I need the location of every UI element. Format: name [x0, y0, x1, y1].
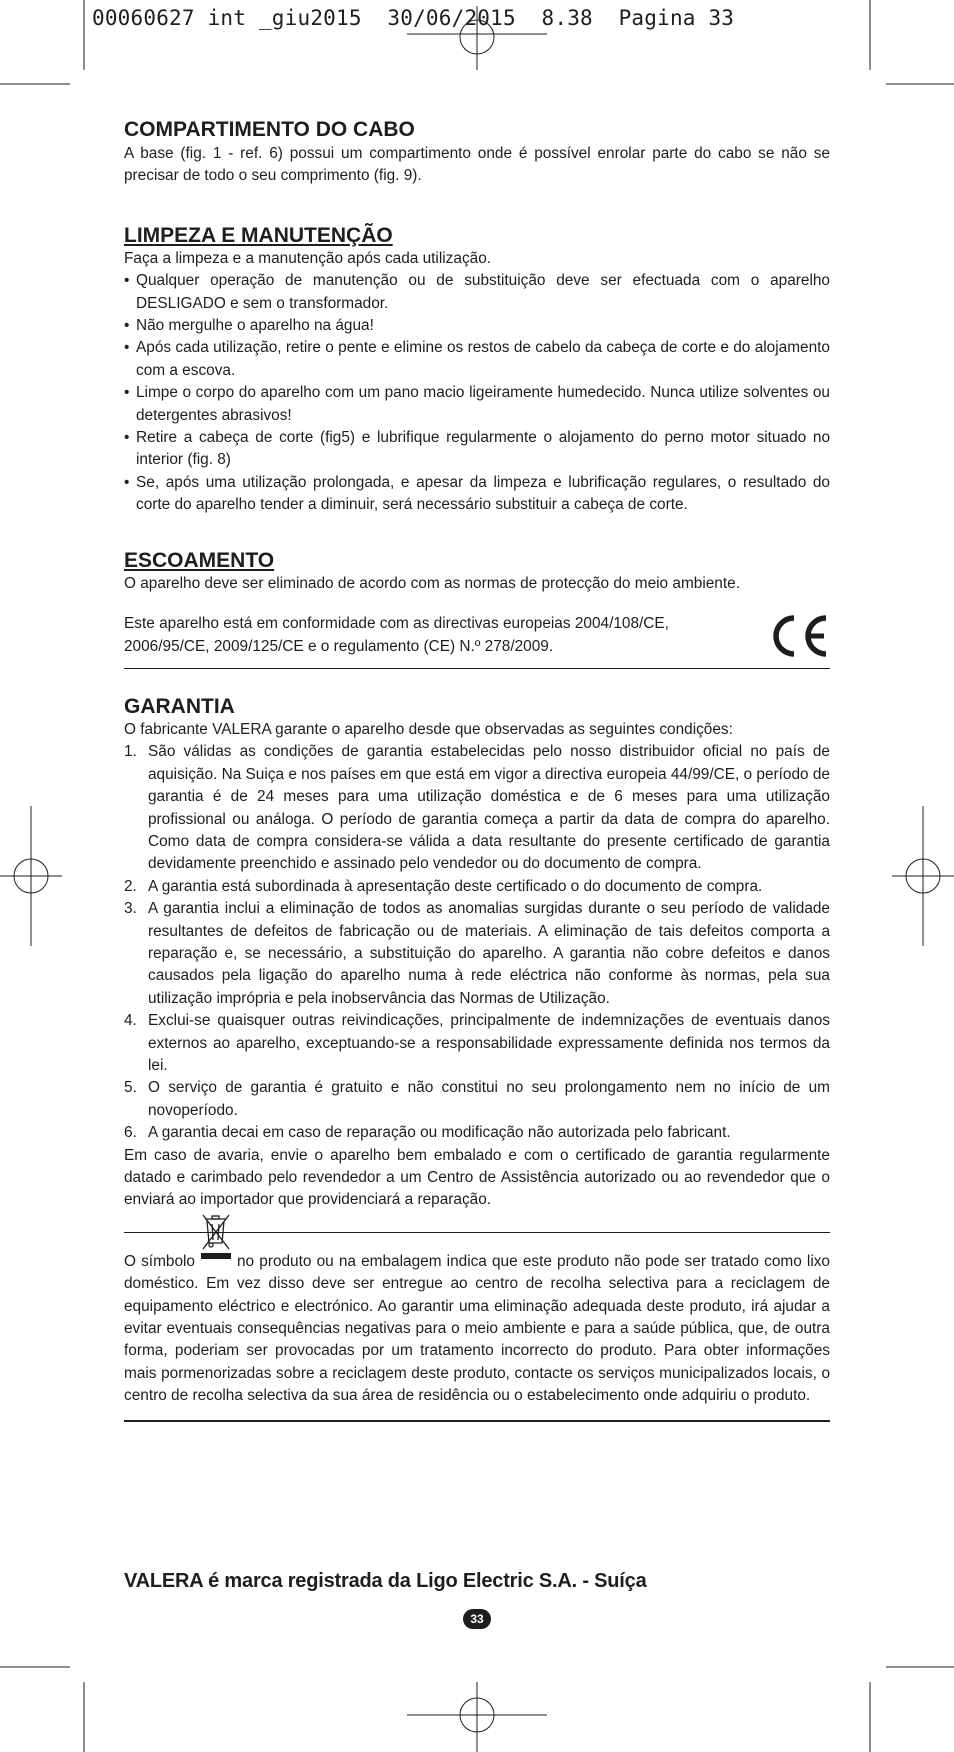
list-item: [124, 1010, 830, 1077]
paragraph: Faça a limpeza e a manutenção após cada utilização.: [124, 249, 492, 267]
section-garantia: [124, 695, 830, 1233]
section-title: ESCOAMENTO: [124, 548, 275, 572]
section-title: COMPARTIMENTO DO CABO: [124, 118, 415, 141]
divider: [124, 1420, 830, 1422]
bullet-list: [124, 270, 830, 516]
ce-conformity-block: [124, 613, 830, 658]
ce-mark-icon: [768, 613, 830, 659]
list-item: [124, 876, 830, 898]
list-item: • Após cada utilização, retire o pente e elimine os restos de cabelo da cabeça de corte e do alojamento com a escova.: [124, 337, 830, 382]
item-text: Exclui-se quaisquer outras reivindicações, principalmente de indemnizações de eventuais danos externos ao aparelho, exceptuando-se a responsabilidade expressamente definida nos termos da lei.: [148, 1012, 830, 1074]
section-weee-disposal: [124, 1247, 830, 1422]
item-text: A garantia decai em caso de reparação ou modificação não autorizada pelo fabricant.: [148, 1124, 731, 1142]
item-number: 4.: [124, 1012, 137, 1030]
list-item: [124, 1077, 830, 1122]
paragraph: O fabricante VALERA garante o aparelho desde que observadas as seguintes condições:: [124, 720, 733, 738]
item-text: São válidas as condições de garantia estabelecidas pelo nosso distribuidor oficial no país de aquisição. Na Suiça e nos países em que está em vigor a directiva europeia 44/99/CE, o período de garantia é de 24 meses para uma utilização doméstica e de 6 meses para uma utilização profissional ou análoga. O período de garantia começa a partir da data de compra do aparelho. Como data de compra considera-se válida a data resultante do presente certificado de garantia devidamente preenchido e assinado pelo vendedor ou do documento de compra.: [148, 743, 830, 873]
conformity-line: 2006/95/CE, 2009/125/CE e o regulamento (CE) N.º 278/2009.: [124, 637, 554, 655]
section-escoamento: [124, 549, 830, 669]
divider: [124, 668, 830, 669]
list-item: • Retire a cabeça de corte (fig5) e lubrifique regularmente o alojamento do perno motor situado no interior (fig. 8): [124, 427, 830, 472]
list-item: [124, 1122, 830, 1144]
page-number-badge: 33: [463, 1609, 491, 1629]
list-item: • Se, após uma utilização prolongada, e apesar da limpeza e lubrificação regulares, o resultado do corte do aparelho tender a diminuir, será necessário substituir a cabeça de corte.: [124, 472, 830, 517]
page-content: [124, 118, 830, 1422]
crossed-out-wheelie-bin-icon: [199, 1247, 233, 1269]
item-number: 2.: [124, 877, 137, 895]
paragraph: Em caso de avaria, envie o aparelho bem embalado e com o certificado de garantia regularmente datado e carimbado pelo revendedor a um Centro de Assistência autorizado ou ao revendedor que o enviará ao importador que providenciará a reparação.: [124, 1146, 830, 1209]
list-item: [124, 741, 830, 875]
section-title: LIMPEZA E MANUTENÇÃO: [124, 223, 393, 247]
list-item: • Qualquer operação de manutenção ou de substituição deve ser efectuada com o aparelho DESLIGADO e sem o transformador.: [124, 270, 830, 315]
paragraph: [124, 1247, 830, 1408]
list-item: • Limpe o corpo do aparelho com um pano macio ligeiramente humedecido. Nunca utilize solventes ou detergentes abrasivos!: [124, 382, 830, 427]
weee-text-rest: no produto ou na embalagem indica que este produto não pode ser tratado como lixo doméstico. Em vez disso deve ser entregue ao centro de recolha selectiva para a reciclagem de equipamento eléctrico e electrónico. Ao garantir uma eliminação adequada deste produto, irá ajudar a evitar eventuais consequências negativas para o meio ambiente e para a saúde pública, que, de outra forma, poderiam ser provocadas por um tratamento incorrecto do produto. Para obter informações mais pormenorizadas sobre a reciclagem deste produto, contacte os serviços municipalizados locais, o centro de recolha selectiva da sua área de residência ou o estabelecimento onde adquiriu o produto.: [124, 1252, 830, 1405]
item-text: O serviço de garantia é gratuito e não constitui no seu prolongamento nem no início de um novoperíodo.: [148, 1079, 830, 1119]
paragraph: A base (fig. 1 - ref. 6) possui um compartimento onde é possível enrolar parte do cabo se não se precisar de todo o seu comprimento (fig. 9).: [124, 145, 830, 185]
list-item: [124, 898, 830, 1010]
item-text: A garantia está subordinada à apresentação deste certificado o do documento de compra.: [148, 877, 763, 895]
section-compartimento-do-cabo: [124, 118, 830, 188]
numbered-list: [124, 741, 830, 1144]
list-item: • Não mergulhe o aparelho na água!: [124, 315, 830, 337]
brand-footer: VALERA é marca registrada da Ligo Electric S.A. - Suíça: [124, 1570, 647, 1592]
paragraph: O aparelho deve ser eliminado de acordo com as normas de protecção do meio ambiente.: [124, 574, 740, 592]
item-number: 6.: [124, 1124, 137, 1142]
print-slug-line: 00060627 int _giu2015 30/06/2015 8.38 Pagina 33: [92, 6, 735, 30]
item-number: 1.: [124, 743, 137, 761]
weee-text-start: O símbolo: [124, 1252, 195, 1270]
section-title: GARANTIA: [124, 694, 235, 718]
section-limpeza-e-manutencao: [124, 224, 830, 517]
item-number: 3.: [124, 900, 137, 918]
conformity-line: Este aparelho está em conformidade com as directivas europeias 2004/108/CE,: [124, 615, 669, 633]
item-text: A garantia inclui a eliminação de todos as anomalias surgidas durante o seu período de validade resultantes de defeitos de fabricação ou de materiais. A eliminação de tais defeitos comporta a reparação e, se necessário, a substituição do aparelho. A garantia não cobre defeitos e danos causados pela ligação do aparelho numa à rede eléctrica não conforme às normas, pela sua utilização imprópria e pela inobservância das Normas de Utilização.: [148, 900, 830, 1007]
item-number: 5.: [124, 1079, 137, 1097]
